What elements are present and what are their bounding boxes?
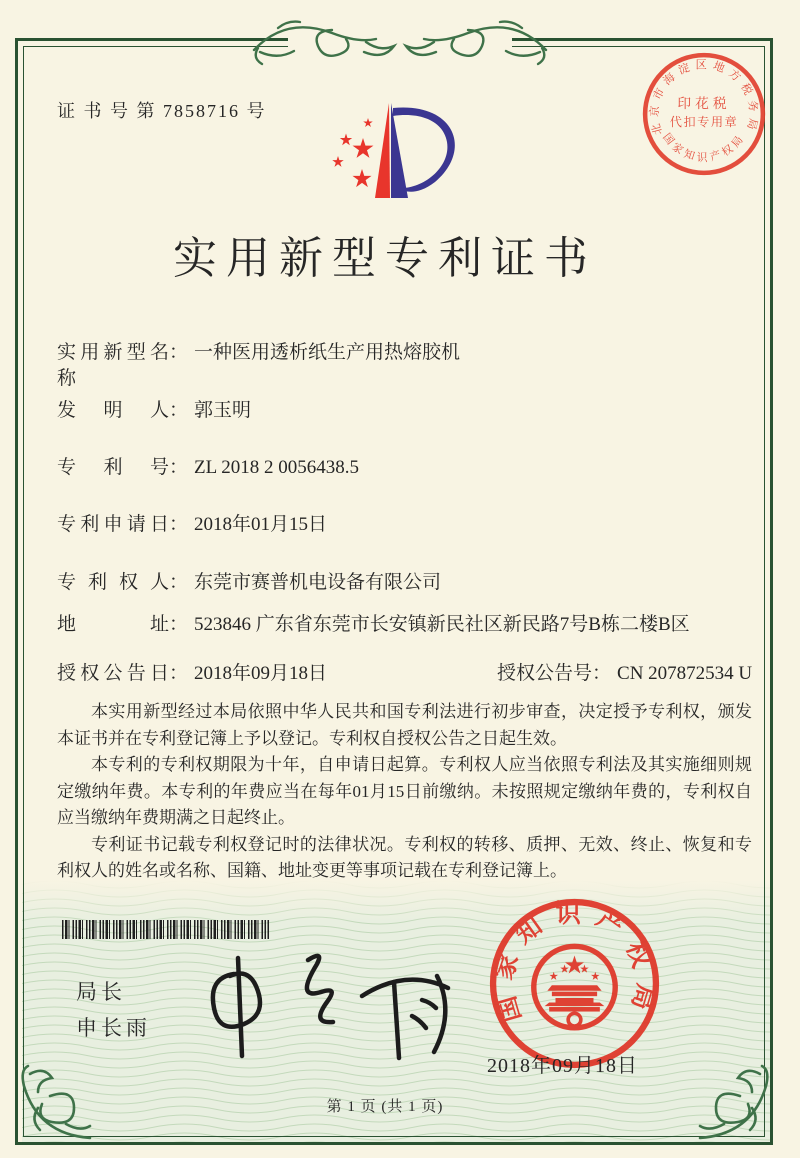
paragraph-3: 专利证书记载专利权登记时的法律状况。专利权的转移、质押、无效、终止、恢复和专利权人的姓名或名称、国籍、地址变更等事项记载在专利登记簿上。	[57, 834, 752, 880]
field-label: 地址	[57, 614, 169, 635]
tax-stamp-top-arc: 北京市海淀区地方税务局	[648, 59, 760, 137]
field-inventor: 发明人 ： 郭玉明	[57, 398, 755, 424]
corner-ornament-left	[16, 1062, 98, 1144]
tax-stamp-line1: 印花税	[677, 95, 731, 111]
field-label: 专利号	[57, 457, 169, 478]
certificate-number: 证 书 号 第 7858716 号	[57, 101, 267, 121]
tax-stamp	[638, 48, 770, 180]
paragraph-2: 本专利的专利权期限为十年，自申请日起算。专利权人应当依照专利法及其实施细则规定缴纳年费。本专利的年费应当在每年01月15日前缴纳。未按照规定缴纳年费的，专利权自应当缴纳年费期满之日起终止。	[57, 755, 752, 827]
field-label: 发明人	[57, 400, 169, 421]
cnipa-seal	[484, 893, 665, 1074]
field-address: 地址 ： 523846 广东省东莞市长安镇新民社区新民路7号B栋二楼B区	[57, 612, 740, 638]
paragraph-1: 本实用新型经过本局依照中华人民共和国专利法进行初步审查，决定授予专利权，颁发本证书并在专利登记簿上予以登记。专利权自授权公告之日起生效。	[57, 702, 752, 748]
field-value: ZL 2018 2 0056438.5	[194, 457, 360, 478]
field-grant-row	[57, 661, 755, 687]
body-text	[57, 699, 752, 885]
cnipa-logo	[305, 100, 485, 212]
page-footer: 第 1 页 (共 1 页)	[326, 1099, 444, 1115]
grant-number: 授权公告号 ： CN 207872534 U	[497, 663, 753, 684]
certificate-title: 实用新型专利证书	[173, 234, 597, 283]
director-block	[76, 975, 151, 1047]
field-label: 专利申请日	[57, 514, 169, 535]
director-title: 局长	[76, 981, 126, 1004]
field-value: 一种医用透析纸生产用热熔胶机	[194, 342, 461, 363]
field-label: 专利权人	[57, 572, 169, 593]
corner-ornament-right	[692, 1062, 774, 1144]
field-value: 2018年01月15日	[194, 514, 328, 535]
tax-stamp-bottom-arc: 国家知识产权局	[660, 131, 748, 164]
field-value: 郭玉明	[194, 400, 252, 421]
field-patent-number: 专利号 ： ZL 2018 2 0056438.5	[57, 455, 755, 481]
tax-stamp-line2: 代扣专用章	[669, 115, 739, 130]
field-label: 实用新型名称	[57, 342, 169, 389]
dragon-ornament	[248, 8, 552, 78]
field-utility-model-name: 实用新型名称 ： 一种医用透析纸生产用热熔胶机	[57, 340, 755, 392]
field-filing-date: 专利申请日 ： 2018年01月15日	[57, 512, 755, 538]
grant-date: 授权公告日 ： 2018年09月18日	[57, 663, 328, 684]
director-signature	[190, 938, 470, 1078]
national-emblem	[534, 946, 615, 1027]
svg-text:国家知识产权局	[660, 131, 748, 163]
field-value: 523846 广东省东莞市长安镇新民社区新民路7号B栋二楼B区	[194, 614, 690, 635]
barcode	[62, 920, 269, 939]
field-patentee: 专利权人 ： 东莞市赛普机电设备有限公司	[57, 570, 755, 596]
field-value: 东莞市赛普机电设备有限公司	[194, 572, 442, 593]
director-name: 申长雨	[76, 1017, 151, 1040]
seal-date: 2018年09月18日	[487, 1055, 638, 1077]
seal-arc-text: 国家知识产权局	[488, 899, 661, 1026]
